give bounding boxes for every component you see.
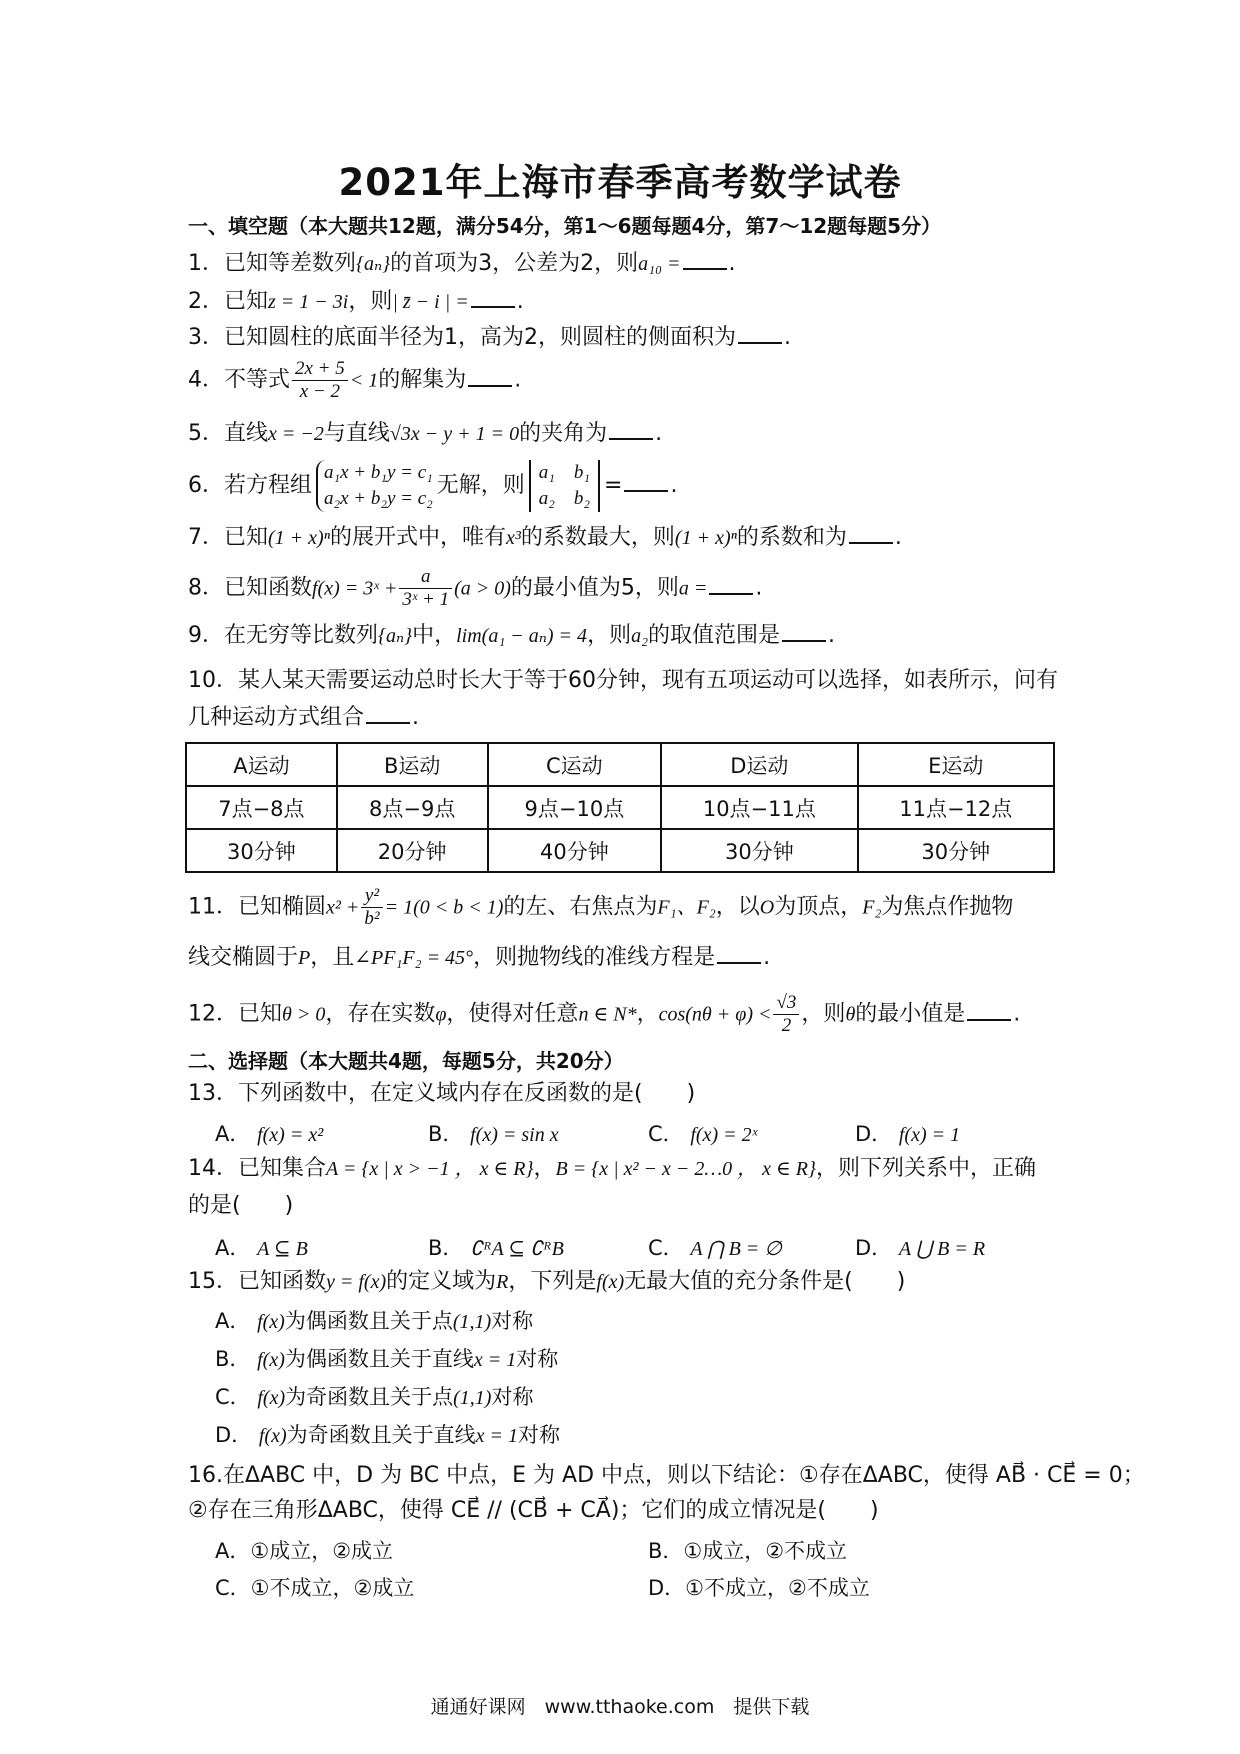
q7-period: .	[894, 525, 902, 550]
q5-math: √3x − y + 1 = 0	[389, 423, 520, 445]
q8-text: 8．已知函数	[188, 575, 312, 601]
q16-option-c: C．①不成立，②成立	[215, 1576, 415, 1600]
answer-blank	[624, 470, 668, 492]
option-label: B．	[428, 1122, 464, 1146]
q11-text: 为焦点作抛物	[881, 894, 1014, 920]
q11-text: ，且	[310, 945, 355, 970]
q4-fraction	[292, 358, 348, 403]
question-14-line2	[188, 1192, 293, 1220]
question-16-line2	[188, 1497, 879, 1525]
q11-math: F₁、F₂	[657, 896, 716, 919]
q2-period: .	[516, 289, 524, 314]
q2-math: z = 1 − 3i	[268, 291, 349, 313]
fraction-denominator: 3ˣ + 1	[402, 589, 450, 610]
option-label: B．	[428, 1236, 464, 1260]
q15-math: R	[496, 1271, 509, 1293]
q14-option-b	[428, 1232, 564, 1262]
exercise-table	[185, 742, 1055, 873]
q11-fraction	[361, 885, 382, 930]
option-math: f(x) = 1	[898, 1124, 961, 1146]
option-text: 对称	[516, 1347, 559, 1371]
option-text: 为奇函数且关于直线	[286, 1423, 476, 1447]
q13-stem: 13．下列函数中，在定义域内存在反函数的是( )	[188, 1081, 696, 1106]
q13-option-d	[855, 1118, 960, 1148]
q12-text: ，	[636, 1001, 659, 1027]
q16-text: 16.在ΔABC 中，D 为 BC 中点，E 为 AD 中点，则以下结论：①存在ΔABC，使得 AB⃗ · CE⃗ = 0；	[188, 1463, 1145, 1488]
option-math: x = 1	[473, 1349, 517, 1371]
table-cell: D运动	[661, 743, 857, 786]
fraction-numerator: 2x + 5	[292, 358, 348, 381]
q12-text: ，使得对任意	[446, 1001, 579, 1027]
q15-text: 无最大值的充分条件是( )	[624, 1269, 906, 1294]
option-math: (1,1)	[453, 1387, 492, 1409]
q14-text: 14．已知集合	[188, 1156, 326, 1181]
q4-text: 4．不等式	[188, 367, 290, 393]
q8-fraction	[399, 566, 452, 611]
q11-math: x² +	[326, 896, 360, 919]
q11-math: ∠PF₁F₂ = 45°	[354, 947, 474, 969]
q3-period: .	[784, 325, 791, 350]
option-text: 为偶函数且关于直线	[284, 1347, 474, 1371]
q2-math: | z̄ − i | =	[392, 291, 469, 313]
q10-period: .	[412, 705, 420, 730]
q9-math: {aₙ}	[378, 625, 413, 647]
table-cell: 30分钟	[858, 829, 1054, 872]
q1-text: 的首项为3，公差为2，则	[390, 251, 639, 276]
answer-blank	[849, 522, 893, 544]
q15-option-d	[215, 1419, 560, 1449]
equation-row: a₂x + b₂y = c₂	[324, 488, 433, 509]
q16-option-b: B．①成立，②不成立	[648, 1539, 848, 1563]
q9-text: ，则	[587, 623, 632, 648]
option-math: A ⋃ B = R	[898, 1238, 986, 1260]
fraction-denominator: 2	[781, 1015, 792, 1036]
q12-text: 的最小值是	[855, 1001, 966, 1027]
q9-text: 中，	[412, 623, 457, 648]
option-text: 为偶函数且关于点	[284, 1309, 453, 1333]
q4-math: < 1	[349, 369, 379, 392]
q12-math: n ∈ N*	[578, 1003, 637, 1026]
q12-text: ，则	[801, 1001, 846, 1027]
q11-text: 为顶点，	[774, 894, 863, 920]
q5-math: x = −2	[268, 423, 324, 445]
q11-text: 的左、右焦点为	[503, 894, 658, 920]
q5-text: 的夹角为	[519, 421, 608, 446]
q8-math: (a > 0)	[454, 577, 511, 600]
table-cell: 8点−9点	[337, 786, 488, 829]
q10-text: 10．某人某天需要运动总时长大于等于60分钟，现有五项运动可以选择，如表所示，问有	[188, 668, 1058, 693]
q12-text: ，存在实数	[325, 1001, 436, 1027]
question-12	[188, 992, 1020, 1037]
q6-period: .	[670, 473, 678, 498]
q3-text: 3．已知圆柱的底面半径为1，高为2，则圆柱的侧面积为	[188, 325, 736, 350]
q11-text: 11．已知椭圆	[188, 894, 326, 920]
determinant-row: a₂ b₂	[538, 488, 590, 509]
q12-text: 12．已知	[188, 1001, 282, 1027]
q12-fraction	[773, 992, 799, 1037]
q4-text: 的解集为	[378, 367, 467, 393]
q6-equals: =	[604, 473, 623, 498]
option-label: A．	[215, 1236, 251, 1260]
question-11-line2	[188, 942, 770, 972]
fraction-numerator: a	[399, 566, 452, 589]
q8-math: f(x) = 3ˣ +	[312, 577, 398, 600]
option-label: D．	[215, 1423, 253, 1447]
answer-blank	[366, 702, 410, 724]
question-13	[188, 1080, 695, 1108]
q15-text: 15．已知函数	[188, 1269, 326, 1294]
table-cell: A运动	[186, 743, 337, 786]
q15-option-a	[215, 1305, 533, 1335]
q7-math: (1 + x)ⁿ	[268, 527, 330, 549]
section-choice-heading: 二、选择题（本大题共4题，每题5分，共20分）	[188, 1049, 624, 1073]
option-label: C．	[648, 1236, 684, 1260]
q12-period: .	[1013, 1001, 1021, 1027]
answer-blank	[468, 365, 512, 387]
equation-system	[316, 460, 433, 512]
q11-text: 线交椭圆于	[188, 945, 299, 970]
table-cell: C运动	[488, 743, 662, 786]
q1-math: a₁₀ =	[638, 253, 681, 275]
q16-option-a: A．①成立，②成立	[215, 1539, 394, 1563]
option-label: A．	[215, 1122, 251, 1146]
determinant-row: a₁ b₁	[538, 462, 590, 483]
question-14	[188, 1155, 1036, 1183]
question-8	[188, 566, 762, 611]
q13-option-c	[648, 1118, 757, 1148]
option-math: x = 1	[475, 1425, 518, 1447]
answer-blank	[709, 573, 753, 595]
table-cell: E运动	[858, 743, 1054, 786]
q5-period: .	[655, 421, 663, 446]
option-label: A．	[215, 1309, 251, 1333]
option-math: A ⋂ B = ∅	[690, 1238, 782, 1260]
answer-blank	[609, 418, 653, 440]
answer-blank	[683, 248, 727, 270]
option-text: 对称	[518, 1423, 560, 1447]
q10-text: 几种运动方式组合	[188, 705, 365, 730]
option-label: D．	[855, 1122, 893, 1146]
q15-text: 的定义域为	[386, 1269, 497, 1294]
answer-blank	[717, 942, 761, 964]
table-cell: 11点−12点	[858, 786, 1054, 829]
table-cell: 30分钟	[186, 829, 337, 872]
q9-math: a₂	[631, 625, 649, 647]
q9-text: 的取值范围是	[648, 623, 781, 648]
q7-math: x³	[506, 527, 521, 549]
q11-math: P	[298, 947, 311, 969]
q1-text: 1．已知等差数列	[188, 251, 356, 276]
option-text: 对称	[491, 1309, 534, 1333]
q14-math: A = {x | x > −1 ， x ∈ R}	[326, 1158, 534, 1180]
q15-option-c	[215, 1381, 533, 1411]
table-cell: 10点−11点	[661, 786, 857, 829]
table-cell: 9点−10点	[488, 786, 662, 829]
q9-period: .	[828, 623, 836, 648]
q14-text: 的是( )	[188, 1193, 294, 1218]
q13-option-b	[428, 1118, 559, 1148]
option-label: B．	[215, 1347, 251, 1371]
fraction-numerator: √3	[773, 992, 799, 1015]
q9-text: 9．在无穷等比数列	[188, 623, 378, 648]
q12-math: θ > 0	[282, 1003, 326, 1026]
question-10	[188, 667, 1058, 695]
q1-period: .	[728, 251, 736, 276]
q11-text: ，则抛物线的准线方程是	[473, 945, 716, 970]
q12-math: θ	[845, 1003, 856, 1026]
question-1	[188, 248, 736, 278]
option-math: f(x)	[257, 1311, 285, 1333]
q7-text: 的系数最大，则	[520, 525, 675, 550]
answer-blank	[967, 999, 1011, 1021]
q2-text: ，则	[348, 289, 393, 314]
question-7	[188, 522, 902, 552]
question-6	[188, 460, 677, 512]
option-label: C．	[648, 1122, 684, 1146]
q6-text: 6．若方程组	[188, 473, 312, 498]
q4-period: .	[514, 367, 522, 393]
equation-row: a₁x + b₁y = c₁	[324, 462, 433, 483]
option-label: C．	[215, 1385, 251, 1409]
page-footer: 通通好课网 www.tthaoke.com 提供下载	[430, 1696, 810, 1718]
question-4	[188, 358, 521, 403]
section-fill-blank-heading: 一、填空题（本大题共12题，满分54分，第1～6题每题4分，第7～12题每题5分）	[188, 214, 942, 238]
q8-period: .	[755, 575, 763, 601]
q14-option-a	[215, 1232, 308, 1262]
q15-math: f(x)	[596, 1271, 625, 1293]
question-15	[188, 1268, 905, 1296]
q7-text: 的系数和为	[736, 525, 847, 550]
q11-period: .	[763, 945, 771, 970]
question-9	[188, 620, 835, 650]
fraction-numerator: y²	[361, 885, 382, 908]
q1-math: {aₙ}	[356, 253, 391, 275]
fraction-denominator: x − 2	[299, 381, 341, 402]
question-16	[188, 1462, 1145, 1490]
q2-text: 2．已知	[188, 289, 268, 314]
q11-text: ，以	[715, 894, 760, 920]
option-text: 为奇函数且关于点	[285, 1385, 454, 1409]
q11-math: F₂	[862, 896, 882, 919]
q6-text: 无解，则	[436, 473, 525, 498]
option-text: 对称	[491, 1385, 534, 1409]
option-label: D．	[855, 1236, 893, 1260]
table-row	[186, 743, 1054, 786]
answer-blank	[471, 286, 515, 308]
q16-text: ②存在三角形ΔABC，使得 CE⃗ // (CB⃗ + CA⃗)；它们的成立情况是( )	[188, 1498, 879, 1523]
table-cell: B运动	[337, 743, 488, 786]
q13-option-a	[215, 1118, 323, 1148]
q14-option-c	[648, 1232, 782, 1262]
q7-text: 的展开式中，唯有	[330, 525, 507, 550]
option-math: A ⊆ B	[257, 1238, 308, 1260]
option-math: f(x)	[257, 1349, 285, 1371]
q15-text: ，下列是	[508, 1269, 597, 1294]
question-5	[188, 418, 662, 448]
question-10-line2	[188, 702, 419, 732]
q11-math: = 1(0 < b < 1)	[384, 896, 504, 919]
option-math: f(x)	[258, 1425, 287, 1447]
q16-option-d: D．①不成立，②不成立	[648, 1576, 870, 1600]
answer-blank	[738, 322, 782, 344]
q11-math: O	[759, 896, 775, 919]
table-row	[186, 829, 1054, 872]
table-row	[186, 786, 1054, 829]
option-math: f(x) = sin x	[470, 1124, 559, 1146]
option-math: (1,1)	[452, 1311, 492, 1333]
table-cell: 40分钟	[488, 829, 662, 872]
q5-text: 与直线	[323, 421, 390, 446]
q8-math: a =	[678, 577, 708, 600]
q14-option-d	[855, 1232, 985, 1262]
q14-text: ，	[533, 1156, 556, 1181]
q7-text: 7．已知	[188, 525, 268, 550]
q14-math: B = {x | x² − x − 2…0 ， x ∈ R}	[555, 1158, 817, 1180]
table-cell: 30分钟	[661, 829, 857, 872]
answer-blank	[782, 620, 826, 642]
q12-math: φ	[435, 1003, 447, 1026]
exam-title: 2021年上海市春季高考数学试卷	[338, 161, 902, 204]
table-cell: 7点−8点	[186, 786, 337, 829]
q8-text: 的最小值为5，则	[510, 575, 679, 601]
q7-math: (1 + x)ⁿ	[674, 527, 737, 549]
q15-math: y = f(x)	[326, 1271, 387, 1293]
q9-limit: lim(a₁ − aₙ) = 4	[456, 625, 588, 647]
fraction-denominator: b²	[364, 908, 380, 929]
q15-option-b	[215, 1343, 558, 1373]
q12-math: cos(nθ + φ) <	[658, 1003, 772, 1026]
question-3	[188, 322, 791, 352]
table-cell: 20分钟	[337, 829, 488, 872]
option-math: f(x) = 2ˣ	[690, 1124, 758, 1146]
option-math: ∁ᴿA ⊆ ∁ᴿB	[470, 1238, 564, 1260]
option-math: f(x) = x²	[257, 1124, 324, 1146]
q14-text: ，则下列关系中，正确	[816, 1156, 1037, 1181]
option-math: f(x)	[257, 1387, 286, 1409]
q5-text: 5．直线	[188, 421, 268, 446]
determinant	[529, 460, 600, 512]
question-11	[188, 885, 1013, 930]
question-2	[188, 286, 524, 316]
